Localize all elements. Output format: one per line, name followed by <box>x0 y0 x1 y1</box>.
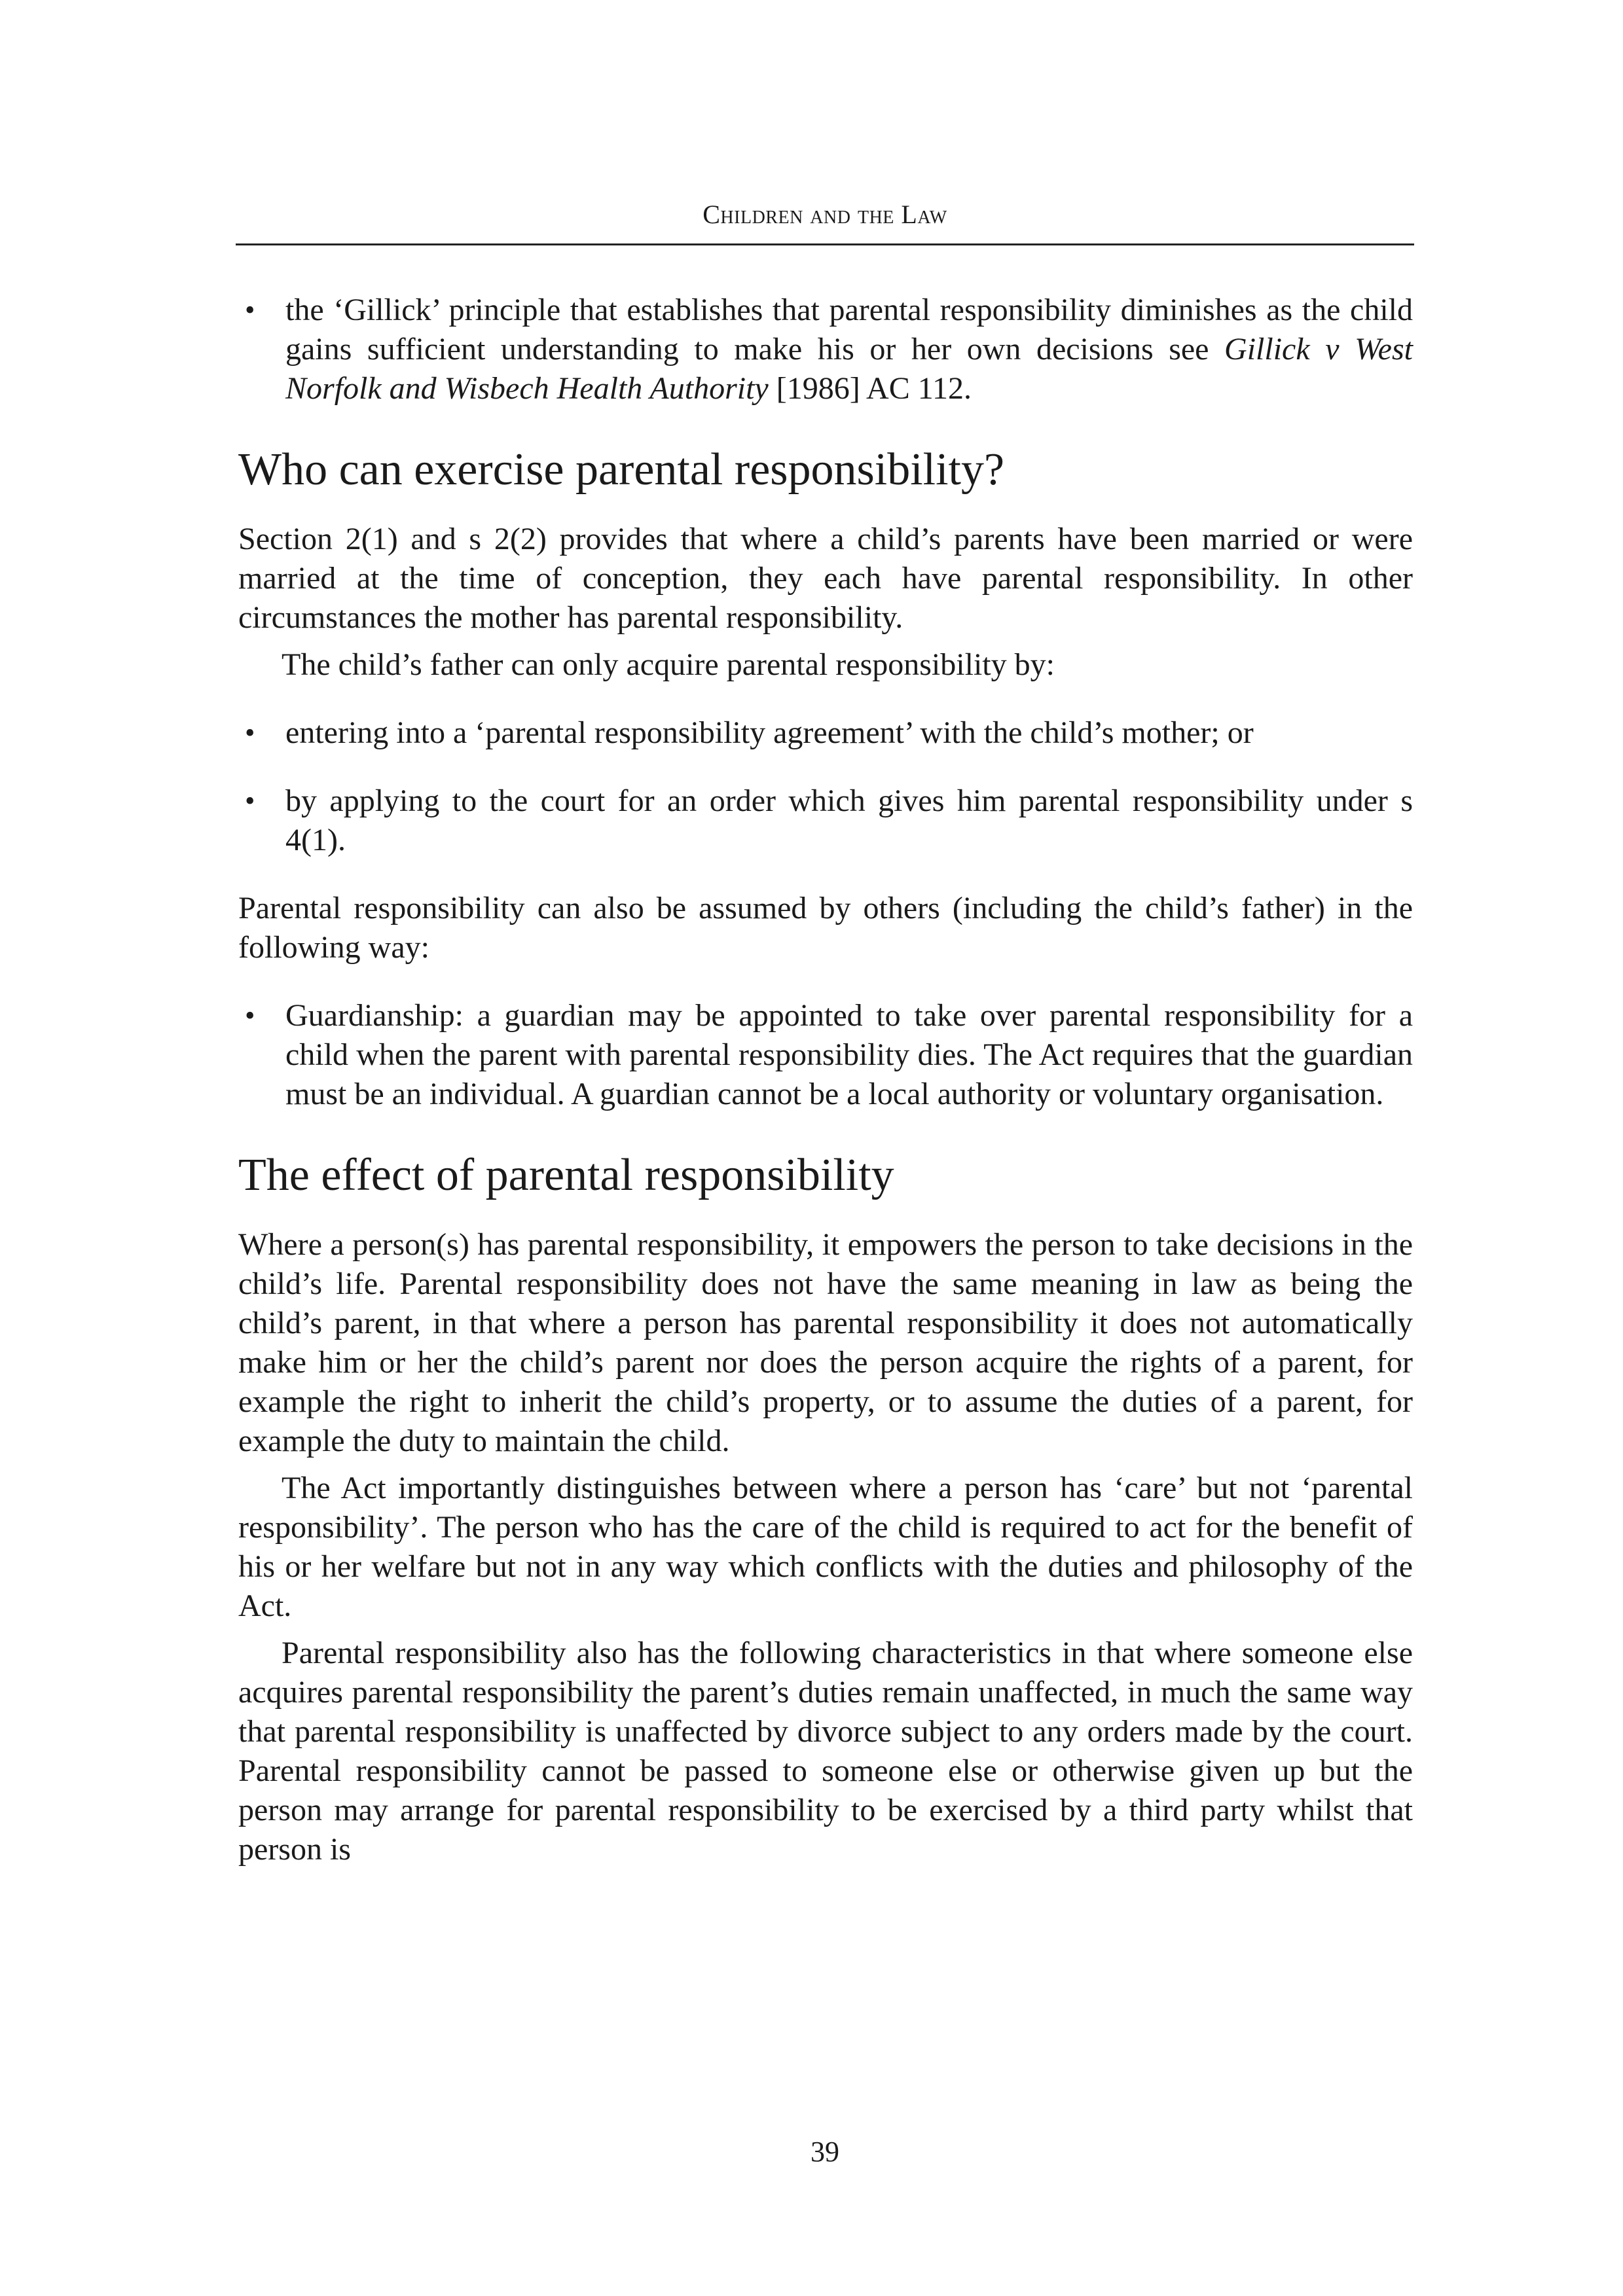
bullet-text: Guardianship: a guardian may be appointed to take over parental responsibility for a child when the parent with parental responsibility dies. The Act requires that the guardian must be an individual. A guardian cannot be a local authority or voluntary organisation. <box>285 998 1413 1111</box>
bullet-text-end: [1986] AC 112. <box>768 371 972 406</box>
bullet-icon: • <box>245 717 255 749</box>
list-item <box>238 713 1413 753</box>
bullet-icon: • <box>245 294 255 326</box>
paragraph: Section 2(1) and s 2(2) provides that where a child’s parents have been married or were married at the time of conception, they each have parental responsibility. In other circumstances the mother has parental responsibility. <box>238 522 1413 635</box>
paragraph: Parental responsibility can also be assumed by others (including the child’s father) in the following way: <box>238 891 1413 965</box>
paragraph: Where a person(s) has parental responsibility, it empowers the person to take decisions in the child’s life. Parental responsibility does not have the same meaning in law as being the child’s parent, in that where a person has parental responsibility it does not automatically make him or her the child’s parent nor does the person acquire the rights of a parent, for example the right to inherit the child’s property, or to assume the duties of a parent, for example the duty to maintain the child. <box>238 1227 1413 1458</box>
bullet-icon: • <box>245 785 255 817</box>
case-citation: Gillick v West Norfolk and Wisbech Health Authority <box>285 332 1413 406</box>
father-acquisition-list <box>238 713 1413 860</box>
section-heading-effect: The effect of parental responsibility <box>238 1150 894 1200</box>
paragraph: The child’s father can only acquire parental responsibility by: <box>282 647 1055 682</box>
page-body <box>238 291 1413 1869</box>
bullet-text: the ‘Gillick’ principle that establishes that parental responsibility diminishes as the child gains sufficient understanding to make his or her own decisions see <box>285 293 1413 367</box>
bullet-icon: • <box>245 999 255 1031</box>
paragraph: Parental responsibility also has the following characteristics in that where someone else acquires parental responsibility the parent’s duties remain unaffected, in much the same way that parental responsibility is unaffected by divorce subject to any orders made by the court. Parental responsibility cannot be passed to someone else or otherwise given up but the person may arrange for parental responsibility to be exercised by a third party whilst that person is <box>238 1636 1413 1867</box>
list-item <box>238 291 1413 408</box>
bullet-text: by applying to the court for an order which gives him parental responsibility under s 4(1). <box>285 783 1413 857</box>
guardianship-list <box>238 996 1413 1114</box>
list-item <box>238 996 1413 1114</box>
bullet-text: entering into a ‘parental responsibility agreement’ with the child’s mother; or <box>285 715 1254 750</box>
section-heading-who-can-exercise: Who can exercise parental responsibility? <box>238 444 1005 495</box>
running-head: Children and the Law <box>702 200 947 229</box>
list-item <box>238 781 1413 860</box>
page-number: 39 <box>811 2136 839 2168</box>
intro-bullet-list <box>238 291 1413 408</box>
paragraph: The Act importantly distinguishes between where a person has ‘care’ but not ‘parental responsibility’. The person who has the care of the child is required to act for the benefit of his or her welfare but not in any way which conflicts with the duties and philosophy of the Act. <box>238 1471 1413 1623</box>
header-rule <box>236 243 1414 245</box>
